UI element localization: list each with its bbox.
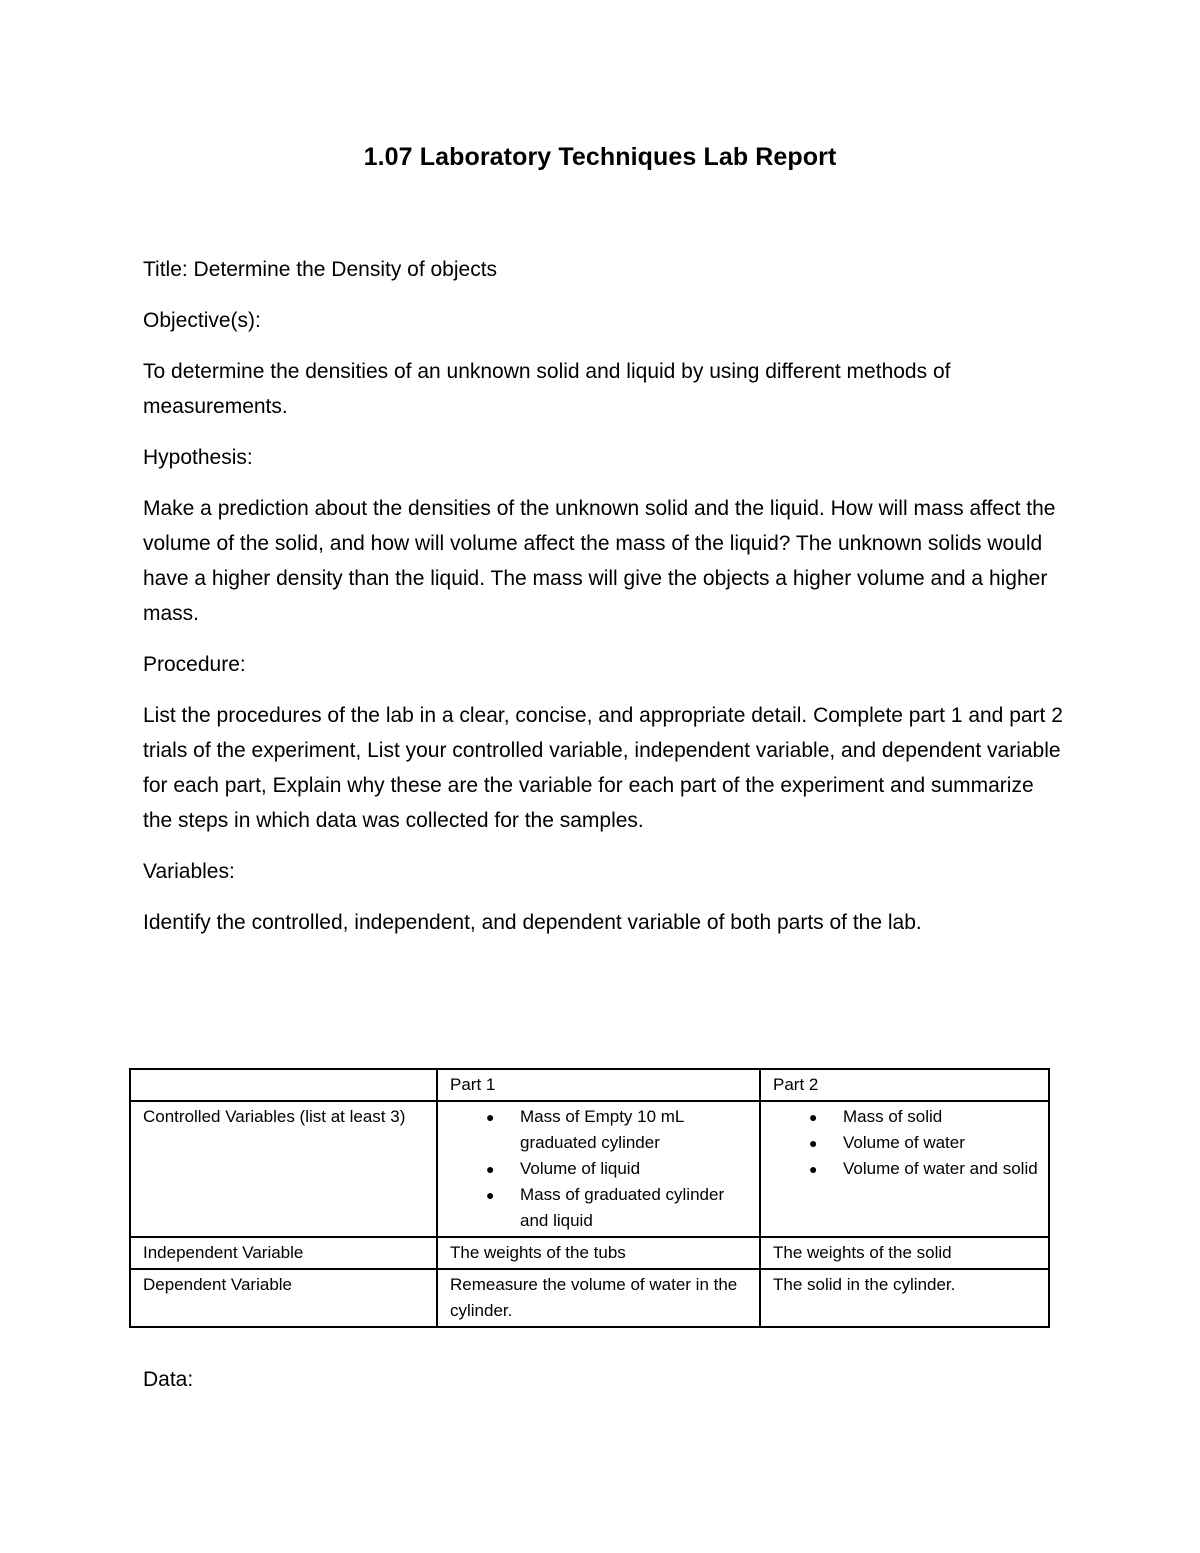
independent-part1: The weights of the tubs (437, 1237, 760, 1269)
bullet-icon: ● (486, 1109, 495, 1125)
variables-text: Identify the controlled, independent, and dependent variable of both parts of the lab. (143, 911, 922, 934)
dependent-part1: Remeasure the volume of water in the cylinder. (437, 1269, 760, 1327)
list-item (486, 1104, 749, 1156)
list-item (809, 1130, 1038, 1156)
table-row-independent (130, 1237, 1049, 1269)
controlled-part2-list (773, 1104, 1038, 1182)
list-item (486, 1182, 749, 1234)
document-title: 1.07 Laboratory Techniques Lab Report (363, 143, 837, 171)
procedure-text: List the procedures of the lab in a clear, concise, and appropriate detail. Complete part 1 and part 2 trials of the experiment, List your controlled variable, independent variable, and dependent variable for each part, Explain why these are the variable for each part of the experiment and summarize the steps in which data was collected for the samples. (143, 704, 1063, 832)
independent-label: Independent Variable (130, 1237, 437, 1269)
title-line: Title: Determine the Density of objects (143, 258, 498, 281)
table-header-cell: Part 2 (760, 1069, 1049, 1101)
list-item-text: Volume of water and solid (843, 1159, 1038, 1178)
list-item-text: Mass of solid (843, 1107, 943, 1126)
table-row-controlled (130, 1101, 1049, 1237)
controlled-part1-cell (437, 1101, 760, 1237)
bullet-icon: ● (486, 1187, 495, 1203)
procedure-heading: Procedure: (143, 653, 246, 676)
table-header-row (130, 1069, 1049, 1101)
bullet-icon: ● (809, 1135, 818, 1151)
variables-table (129, 1068, 1050, 1328)
objective-text: To determine the densities of an unknown solid and liquid by using different methods of measurements. (143, 360, 951, 418)
table-row-dependent (130, 1269, 1049, 1327)
dependent-label: Dependent Variable (130, 1269, 437, 1327)
table-header-cell (130, 1069, 437, 1101)
list-item-text: Mass of graduated cylinder and liquid (520, 1185, 725, 1230)
list-item-text: Volume of water (843, 1133, 965, 1152)
dependent-part2: The solid in the cylinder. (760, 1269, 1049, 1327)
data-heading: Data: (143, 1368, 194, 1391)
variables-heading: Variables: (143, 860, 235, 883)
bullet-icon: ● (809, 1161, 818, 1177)
list-item (809, 1156, 1038, 1182)
list-item-text: Volume of liquid (520, 1159, 641, 1178)
list-item (486, 1156, 749, 1182)
controlled-part1-list (450, 1104, 749, 1234)
controlled-part2-cell (760, 1101, 1049, 1237)
document-body (143, 252, 1063, 956)
list-item-text: Mass of Empty 10 mL graduated cylinder (520, 1107, 684, 1152)
hypothesis-text: Make a prediction about the densities of the unknown solid and the liquid. How will mass affect the volume of the solid, and how will volume affect the mass of the liquid? The unknown solids would have a higher density than the liquid. The mass will give the objects a higher volume and a higher mass. (143, 497, 1056, 625)
bullet-icon: ● (486, 1161, 495, 1177)
controlled-label: Controlled Variables (list at least 3) (130, 1101, 437, 1237)
bullet-icon: ● (809, 1109, 818, 1125)
list-item (809, 1104, 1038, 1130)
hypothesis-heading: Hypothesis: (143, 446, 253, 469)
independent-part2: The weights of the solid (760, 1237, 1049, 1269)
objective-heading: Objective(s): (143, 309, 261, 332)
table-header-cell: Part 1 (437, 1069, 760, 1101)
